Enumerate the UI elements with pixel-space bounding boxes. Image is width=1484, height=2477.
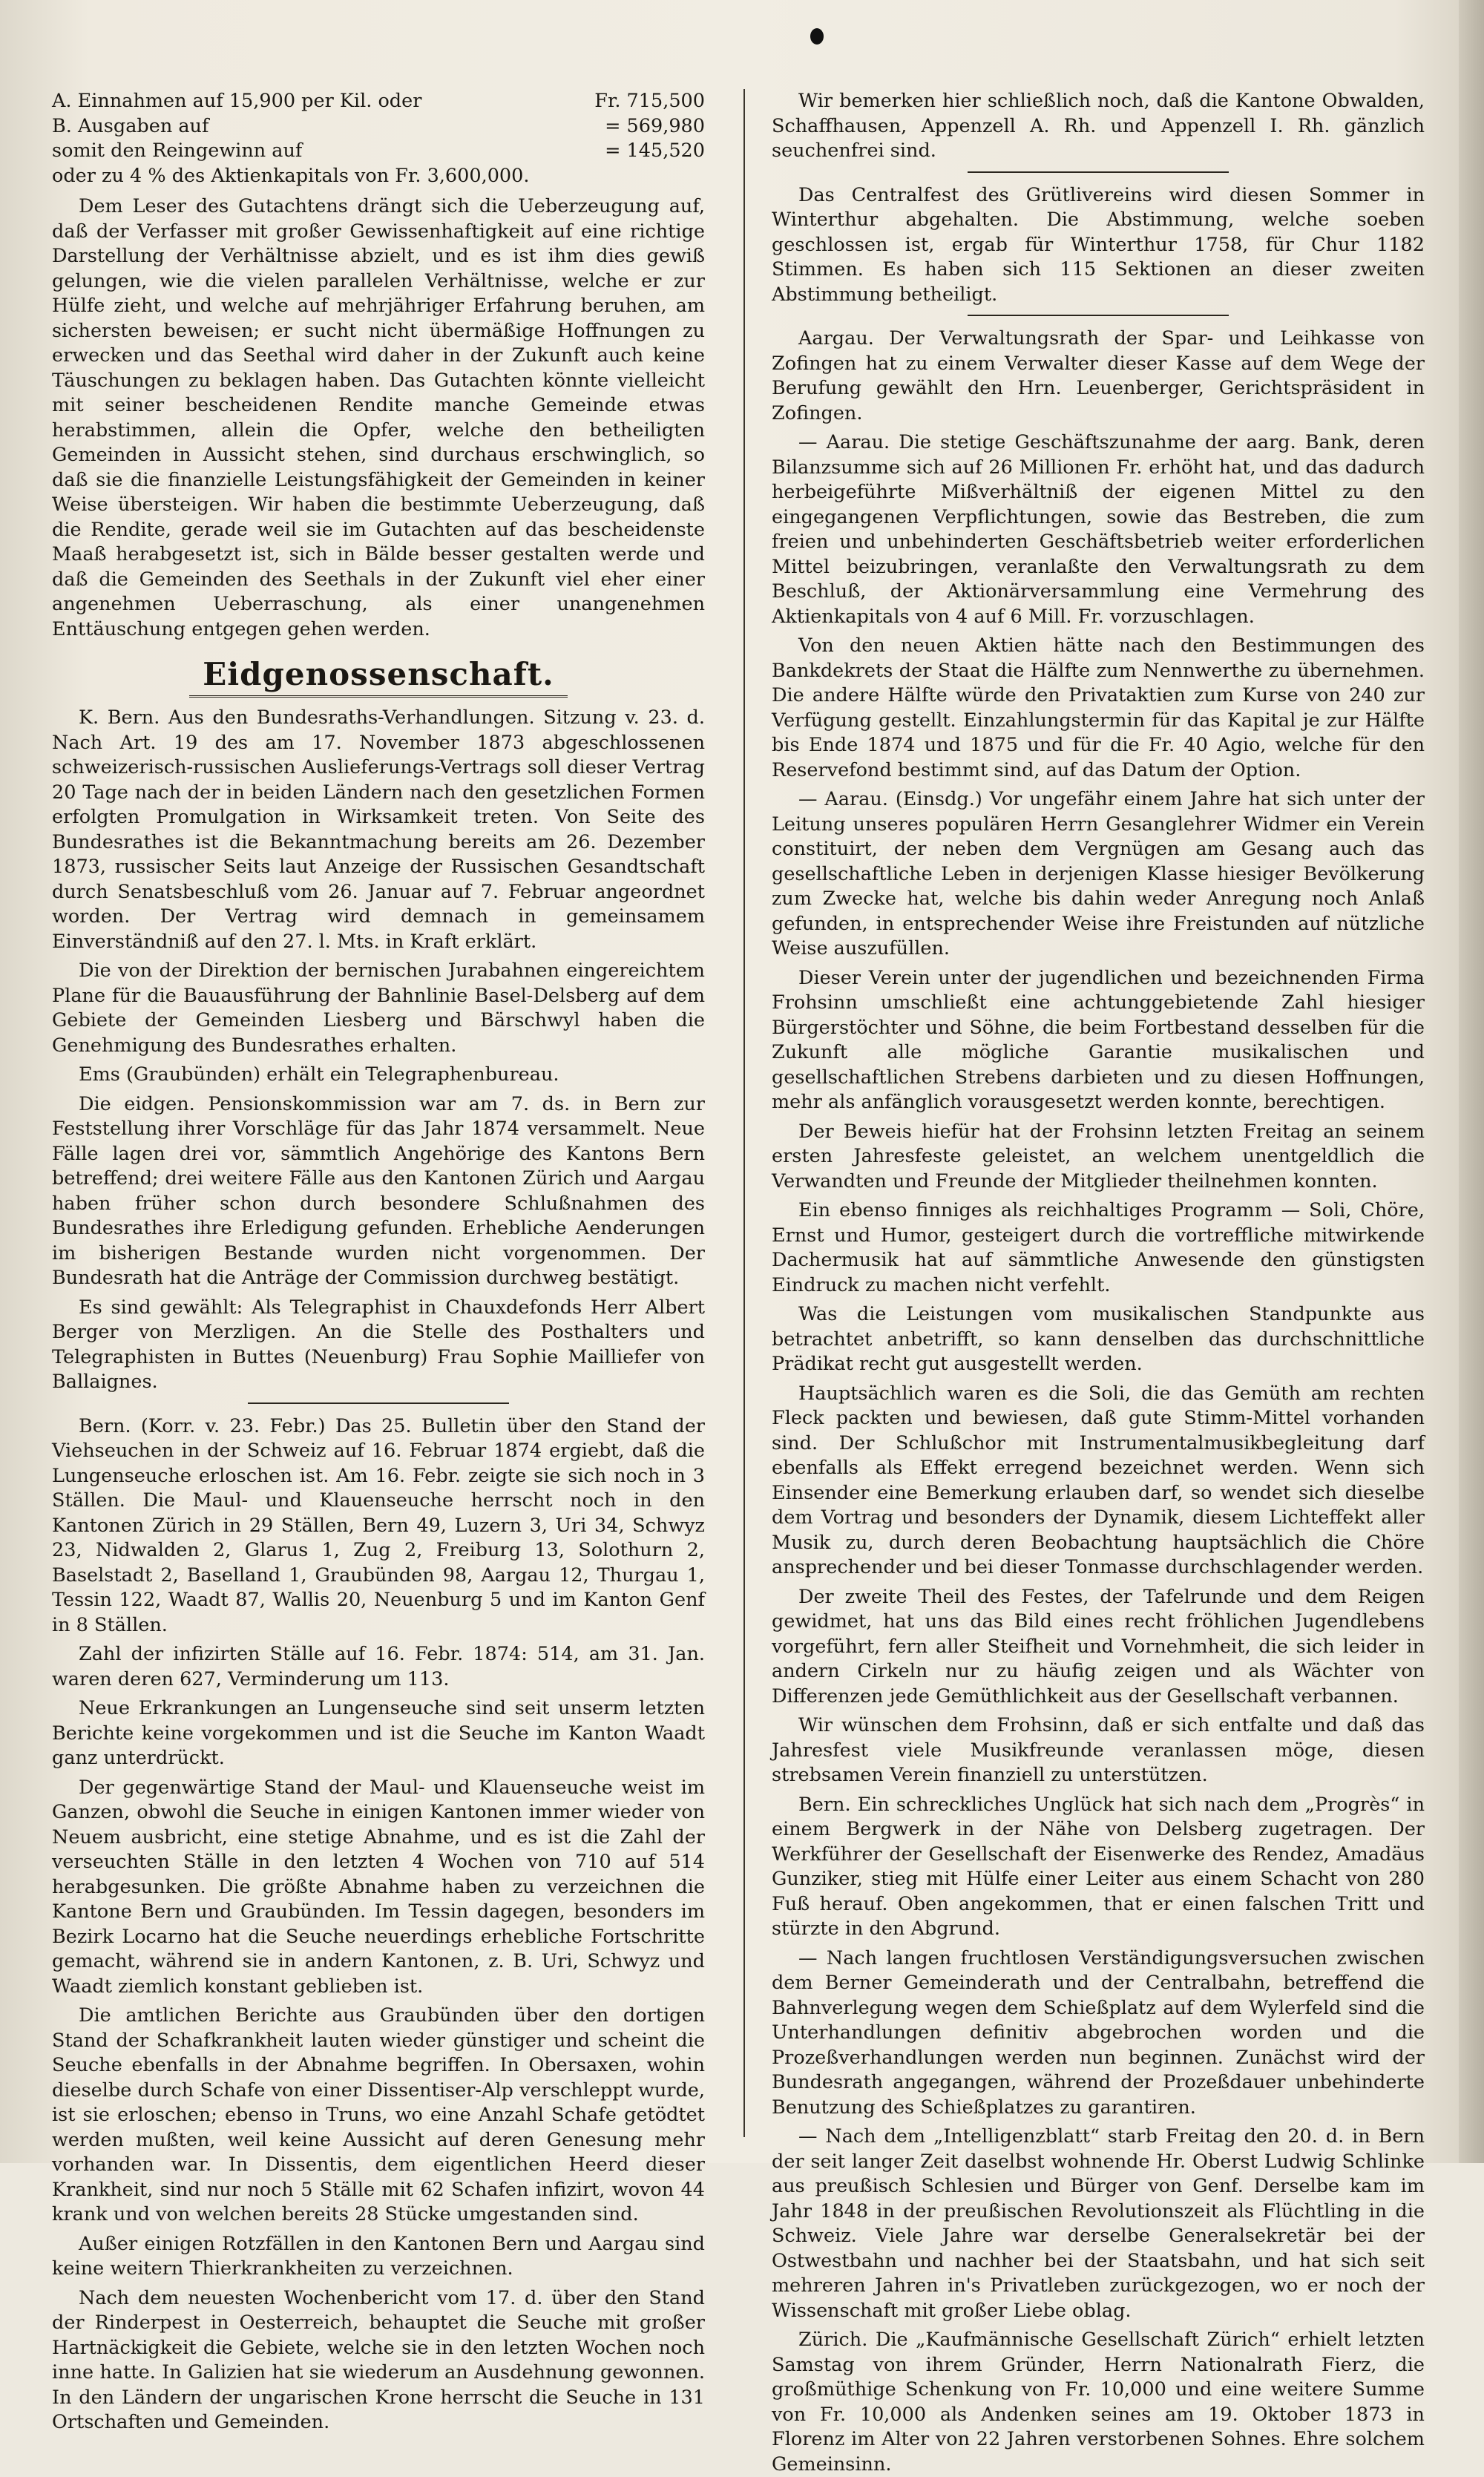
- page-mark: [810, 28, 824, 45]
- article-paragraph: — Aarau. (Einsdg.) Vor ungefähr einem Jahre hat sich unter der Leitung unseres populären Herrn Gesanglehrer Widmer ein Verein constituirt, der neben dem Vergnügen am Gesang auch das gesellschaftliche Leben in derjenigen Klasse hiesiger Bevölkerung zum Zwecke hat, welche bis dahin weder Anregung noch Anlaß gefunden, in entsprechender Weise ihre Freistunden auf nützliche Weise auszufüllen.: [772, 788, 1425, 959]
- page-edge: [1459, 0, 1484, 2163]
- article-paragraph: Zahl der infizirten Ställe auf 16. Febr. 1874: 514, am 31. Jan. waren deren 627, Verminderung um 113.: [52, 1643, 705, 1690]
- article-paragraph: Der zweite Theil des Festes, der Tafelrunde und dem Reigen gewidmet, hat uns das Bild eines recht fröhlichen Jugendlebens vorgeführt, fern aller Steifheit und Vornehmheit, die sich leider in andern Cirkeln nur zu häufig zeigen und als Wächter von Differenzen jede Gemüthlichkeit aus der Gesellschaft verbannen.: [772, 1585, 1425, 1707]
- article-paragraph: Von den neuen Aktien hätte nach den Bestimmungen des Bankdekrets der Staat die Hälfte zum Nennwerthe zu übernehmen. Die andere Hälfte würde den Privataktien zum Kurse von 240 zur Verfügung gestellt. Einzahlungstermin für das Kapital je zur Hälfte bis Ende 1874 und 1875 und für die Fr. 40 Agio, welche für den Reservefond bestimmt sind, auf das Datum der Option.: [772, 634, 1425, 781]
- article-paragraph: Wir wünschen dem Frohsinn, daß er sich entfalte und daß das Jahresfest viele Musikfreunde veranlassen möge, diesen strebsamen Verein finanziell zu unterstützen.: [772, 1714, 1425, 1786]
- finance-label: somit den Reingewinn auf: [52, 140, 303, 162]
- column-divider: [743, 89, 745, 2137]
- finance-summary: [52, 89, 705, 188]
- finance-row: [52, 164, 705, 189]
- article-paragraph: Die von der Direktion der bernischen Jurabahnen eingereichtem Plane für die Bauausführung der Bahnlinie Basel-Delsberg auf dem Gebiete der Gemeinden Liesberg und Bärschwyl haben die Genehmigung des Bundesrathes erhalten.: [52, 959, 705, 1057]
- article-paragraph: Die eidgen. Pensionskommission war am 7. ds. in Bern zur Feststellung ihrer Vorschläge für das Jahr 1874 versammelt. Neue Fälle lagen drei vor, sämmtlich Angehörige des Kantons Bern betreffend; drei weitere Fälle aus den Kantonen Zürich und Aargau haben früher schon durch besondere Schlußnahmen des Bundesrathes ihre Erledigung gefunden. Erhebliche Aenderungen im bisherigen Bestande wurden nicht vorgenommen. Der Bundesrath hat die Anträge der Commission durchweg bestätigt.: [52, 1092, 705, 1289]
- finance-row: [52, 114, 705, 140]
- article-paragraph: Die amtlichen Berichte aus Graubünden über den dortigen Stand der Schafkrankheit lauten wieder günstiger und scheint die Seuche ebenfalls in der Abnahme begriffen. In Obersaxen, wohin dieselbe durch Schafe von einer Dissentiser-Alp verschleppt wurde, ist sie erloschen; ebenso in Truns, wo eine Anzahl Schafe getödtet werden mußten, weil keine Aussicht auf deren Genesung mehr vorhanden war. In Dissentis, dem eigentlichen Heerd dieser Krankheit, sind nur noch 5 Ställe mit 62 Schafen infizirt, wovon 44 krank und von welchen bereits 28 Stücke umgestanden sind.: [52, 2004, 705, 2225]
- article-paragraph: Zürich. Die „Kaufmännische Gesellschaft Zürich“ erhielt letzten Samstag von ihrem Gründer, Herrn Nationalrath Fierz, die großmüthige Schenkung von Fr. 10,000 und eine weitere Summe von Fr. 10,000 als Andenken seines am 19. Oktober 1873 in Florenz im Alter von 22 Jahren verstorbenen Sohnes. Ehre solchem Gemeinsinn.: [772, 2329, 1425, 2476]
- finance-row: [52, 89, 705, 114]
- article-paragraph: Der Beweis hiefür hat der Frohsinn letzten Freitag an seinem ersten Jahresfeste geleistet, an welchem unentgeldlich die Verwandten und Freunde der Mitglieder theilnehmen konnten.: [772, 1120, 1425, 1192]
- finance-label: oder zu 4 % des Aktienkapitals von Fr. 3,600,000.: [52, 164, 530, 187]
- article-paragraph: Ems (Graubünden) erhält ein Telegraphenbureau.: [79, 1063, 559, 1086]
- article-paragraph: Was die Leistungen vom musikalischen Standpunkte aus betrachtet anbetrifft, so kann denselben das durchschnittliche Prädikat recht gut ausgestellt werden.: [772, 1303, 1425, 1375]
- section-heading: [52, 655, 705, 694]
- finance-amount: = 569,980: [605, 114, 705, 137]
- article-paragraph: Ein ebenso finniges als reichhaltiges Programm — Soli, Chöre, Ernst und Humor, gesteigert durch die vortreffliche mitwirkende Dachermusik hat auf sämmtliche Anwesende den günstigsten Eindruck zu machen nicht verfehlt.: [772, 1199, 1425, 1296]
- article-paragraph: K. Bern. Aus den Bundesraths-Verhandlungen. Sitzung v. 23. d. Nach Art. 19 des am 17. November 1873 abgeschlossenen schweizerisch-russischen Auslieferungs-Vertrags soll dieser Vertrag 20 Tage nach der in beiden Ländern nach den gesetzlichen Formen erfolgten Promulgation in Wirksamkeit treten. Von Seite des Bundesrathes ist die Bekanntmachung bereits am 26. Dezember 1873, russischer Seits laut Anzeige der Russischen Gesandtschaft durch Senatsbeschluß vom 26. Januar auf 7. Februar angeordnet worden. Der Vertrag wird demnach in gemeinsamem Einverständniß auf den 27. l. Mts. in Kraft erklärt.: [52, 706, 705, 953]
- left-column: [52, 89, 705, 2433]
- article-paragraph: Aargau. Der Verwaltungsrath der Spar- und Leihkasse von Zofingen hat zu einem Verwalter dieser Kasse auf dem Wege der Berufung gewählt den Hrn. Leuenberger, Gerichtspräsident in Zofingen.: [772, 327, 1425, 424]
- article-paragraph: Außer einigen Rotzfällen in den Kantonen Bern und Aargau sind keine weitern Thierkrankheiten zu verzeichnen.: [52, 2232, 705, 2280]
- separator-rule: [968, 171, 1229, 173]
- article-paragraph: — Nach dem „Intelligenzblatt“ starb Freitag den 20. d. in Bern der seit langer Zeit daselbst wohnende Hr. Oberst Ludwig Schlinke aus preußisch Schlesien und Bürger von Genf. Derselbe kam im Jahr 1848 in der preußischen Revolutionszeit als Flüchtling in die Schweiz. Viele Jahre war derselbe Generalsekretär bei der Ostwestbahn und nachher bei der Staatsbahn, und hat sich seit mehreren Jahren in's Privatleben zurückgezogen, wo er noch der Wissenschaft mit großer Liebe oblag.: [772, 2125, 1425, 2322]
- article-paragraph: Nach dem neuesten Wochenbericht vom 17. d. über den Stand der Rinderpest in Oesterreich, behauptet die Seuche mit großer Hartnäckigkeit die Gebiete, welche sie in den letzten Wochen noch inne hatte. In Galizien hat sie wiederum an Ausdehnung gewonnen. In den Ländern der ungarischen Krone herrscht die Seuche in 131 Ortschaften und Gemeinden.: [52, 2286, 705, 2433]
- article-paragraph: Das Centralfest des Grütlivereins wird diesen Sommer in Winterthur abgehalten. Die Abstimmung, welche soeben geschlossen ist, ergab für Winterthur 1758, für Chur 1182 Stimmen. Es haben sich 115 Sektionen an dieser zweiten Abstimmung betheiligt.: [772, 183, 1425, 306]
- article-paragraph: — Nach langen fruchtlosen Verständigungsversuchen zwischen dem Berner Gemeinderath und der Centralbahn, betreffend die Bahnverlegung wegen dem Schießplatz auf dem Wylerfeld sind die Unterhandlungen definitiv abgebrochen worden und die Prozeßverhandlungen werden nun beginnen. Zunächst wird der Bundesrath angegangen, während der Prozeßdauer unbehinderte Benutzung des Schießplatzes zu garantiren.: [772, 1946, 1425, 2119]
- separator-rule: [968, 315, 1229, 316]
- finance-amount: Fr. 715,500: [594, 90, 705, 112]
- finance-label: B. Ausgaben auf: [52, 114, 209, 137]
- article-paragraph: Bern. Ein schreckliches Unglück hat sich nach dem „Progrès“ in einem Bergwerk in der Nähe von Delsberg zugetragen. Der Werkführer der Gesellschaft der Eisenwerke des Rendez, Amadäus Gunziker, stieg mit Hülfe einer Leiter aus einem Schacht von 280 Fuß herauf. Oben angekommen, that er einen falschen Tritt und stürzte in den Abgrund.: [772, 1793, 1425, 1940]
- article-paragraph: Wir bemerken hier schließlich noch, daß die Kantone Obwalden, Schaffhausen, Appenzell A. Rh. und Appenzell I. Rh. gänzlich seuchenfrei sind.: [772, 90, 1425, 162]
- separator-rule: [248, 1402, 509, 1404]
- finance-amount: = 145,520: [605, 140, 705, 162]
- article-paragraph: Bern. (Korr. v. 23. Febr.) Das 25. Bulletin über den Stand der Viehseuchen in der Schweiz auf 16. Februar 1874 ergiebt, daß die Lungenseuche erloschen ist. Am 16. Febr. zeigte sie sich noch in 3 Ställen. Die Maul- und Klauenseuche herrscht noch in den Kantonen Zürich in 29 Ställen, Bern 49, Luzern 3, Uri 34, Schwyz 23, Nidwalden 2, Glarus 1, Zug 2, Freiburg 13, Solothurn 2, Baselstadt 2, Baselland 1, Graubünden 98, Aargau 12, Thurgau 1, Tessin 122, Waadt 87, Wallis 20, Neuenburg 5 und im Kanton Genf in 8 Ställen.: [52, 1414, 705, 1636]
- finance-row: [52, 139, 705, 164]
- article-paragraph: Hauptsächlich waren es die Soli, die das Gemüth am rechten Fleck packten und bewiesen, daß gute Stimm-Mittel vorhanden sind. Der Schlußchor mit Instrumentalmusikbegleitung darf ebenfalls als Effekt erregend bezeichnet werden. Wenn sich Einsender eine Bemerkung erlauben darf, so wendet sich dieselbe dem Vortrag und besonders der Dynamik, diesem Lichteffekt aller Musik zu, durch deren Beobachtung hauptsächlich die Chöre ansprechender und bei dieser Tonmasse durchschlagender werden.: [772, 1382, 1425, 1578]
- article-paragraph: Neue Erkrankungen an Lungenseuche sind seit unserm letzten Berichte keine vorgekommen und ist die Seuche im Kanton Waadt ganz unterdrückt.: [52, 1697, 705, 1769]
- finance-label: A. Einnahmen auf 15,900 per Kil. oder: [52, 90, 422, 112]
- article-paragraph: — Aarau. Die stetige Geschäftszunahme der aarg. Bank, deren Bilanzsumme sich auf 26 Millionen Fr. erhöht hat, und das dadurch herbeigeführte Mißverhältniß der eigenen Mittel zu den eingegangenen Verpflichtungen, sowie das Bestreben, die zum freien und unbehinderten Geschäftsbetrieb weiter erforderlichen Mittel beizubringen, veranlaßte den Verwaltungsrath zu dem Beschluß, der Aktionärversammlung eine Vermehrung des Aktienkapitals von 4 auf 6 Mill. Fr. vorzuschlagen.: [772, 431, 1425, 628]
- article-paragraph: Dieser Verein unter der jugendlichen und bezeichnenden Firma Frohsinn umschließt eine achtunggebietende Zahl hiesiger Bürgerstöchter und Söhne, die beim Fortbestand desselben für die Zukunft alle mögliche Garantie musikalischen und gesellschaftlichen Strebens darbieten und zu diesen Hoffnungen, mehr als anfänglich vorausgesetzt werden konnte, berechtigen.: [772, 966, 1425, 1113]
- article-paragraph: Es sind gewählt: Als Telegraphist in Chauxdefonds Herr Albert Berger von Merzligen. An die Stelle des Posthalters und Telegraphisten in Buttes (Neuenburg) Frau Sophie Mailliefer von Ballaignes.: [52, 1296, 705, 1393]
- article-paragraph: Dem Leser des Gutachtens drängt sich die Ueberzeugung auf, daß der Verfasser mit großer Gewissenhaftigkeit auf eine richtige Darstellung der Verhältnisse abzielt, und es ist ihm dies gewiß gelungen, wie die vielen parallelen Verhältnisse, welche er zur Hülfe zieht, und welche auf mehrjähriger Erfahrung beruhen, am sichersten beweisen; er sucht nicht übermäßige Hoffnungen zu erwecken und das Seethal wird daher in der Zukunft auch keine Täuschungen zu beklagen haben. Das Gutachten könnte vielleicht mit seiner bescheidenen Rendite manche Gemeinde etwas herabstimmen, allein die Opfer, welche den betheiligten Gemeinden in Aussicht stehen, sind durchaus erschwinglich, so daß sie die finanzielle Leistungsfähigkeit der Gemeinden in keiner Weise übersteigen. Wir haben die bestimmte Ueberzeugung, daß die Rendite, gerade weil sie im Gutachten auf das bescheidenste Maaß herabgesetzt ist, sich in Bälde besser gestalten werde und daß die Gemeinden des Seethals in der Zukunft viel eher einer angenehmen Ueberraschung, als einer unangenehmen Enttäuschung entgegen gehen werden.: [52, 195, 705, 640]
- right-column: [772, 89, 1425, 2476]
- article-paragraph: Der gegenwärtige Stand der Maul- und Klauenseuche weist im Ganzen, obwohl die Seuche in einigen Kantonen immer wieder von Neuem ausbricht, eine stetige Abnahme, und es ist die Zahl der verseuchten Ställe in den letzten 4 Wochen von 710 auf 514 herabgesunken. Die größte Abnahme haben zu verzeichnen die Kantone Bern und Graubünden. Im Tessin dagegen, besonders im Bezirk Locarno hat die Seuche neuerdings erhebliche Fortschritte gemacht, während sie in andern Kantonen, z. B. Uri, Schwyz und Waadt ziemlich konstant geblieben ist.: [52, 1776, 705, 1998]
- section-title: Eidgenossenschaft.: [189, 656, 568, 698]
